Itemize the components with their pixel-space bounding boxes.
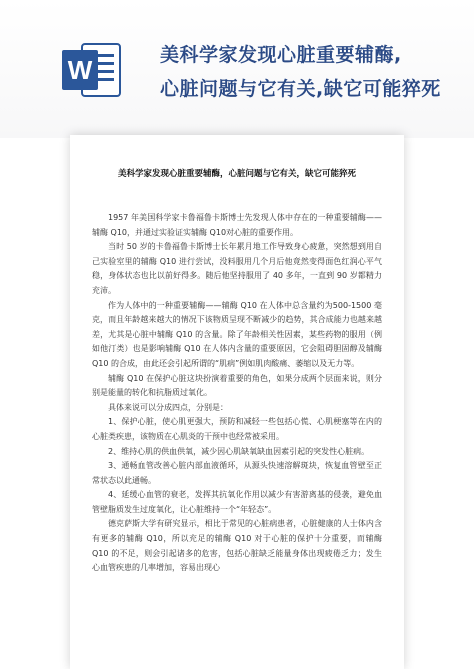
word-icon-letter: W <box>67 55 93 85</box>
paragraph: 当时 50 岁的卡鲁福鲁卡斯博士长年累月地工作导致身心疲惫，突然想到用自己实验室里的辅酶 Q10 进行尝试，没料服用几个月后他竟然变得面色红润心平气稳，身体状态也比以前好得多。随后他坚持服用了 40 多年，一直到 90 岁都精力充沛。 <box>92 242 382 295</box>
list-item: 3、通畅血管改善心脏内部血液循环，从源头快速溶解斑块，恢复血管壁至正常状态以此通畅。 <box>92 461 382 485</box>
document-title: 美科学家发现心脏重要辅酶，心脏问题与它有关，缺它可能猝死 <box>117 169 356 179</box>
header-banner <box>0 0 474 138</box>
paragraph: 作为人体中的一种重要辅酶——辅酶 Q10 在人体中总含量约为500-1500 毫克，而且年龄越来越大的情况下该物质呈现不断减少的趋势，其合成能力也越来越差，尤其是心脏中辅酶 Q10 的含量。除了年龄相关性因素，某些药物的服用（例如他汀类）也是影响辅酶 Q10 在人体内含量的重要原因，它会阻碍胆固醇及辅酶 Q10 的合成，由此还会引起所谓的“肌病”例如肌肉酸痛、萎缩以及无力等。 <box>92 300 382 368</box>
list-item: 1、保护心脏，使心肌更强大，预防和减轻一些包括心慌、心肌梗塞等在内的心脏类疾患，该物质在心肌炎的干预中也经常被采用。 <box>92 417 382 441</box>
banner-title-line-1: 美科学家发现心脏重要辅酶, <box>160 44 402 66</box>
document-body <box>92 211 382 576</box>
banner-title-line-2: 心脏问题与它有关,缺它可能猝死 <box>160 78 441 100</box>
paragraph: 具体来说可以分成四点，分别是： <box>108 402 228 412</box>
paragraph: 德克萨斯大学有研究显示，相比于常见的心脏病患者，心脏健康的人士体内含有更多的辅酶 Q10，所以充足的辅酶 Q10 对于心脏的保护十分重要，而辅酶 Q10 的不足，则会引起诸多的危害，包括心脏缺乏能量身体出现疲倦乏力；发生心血管疾患的几率增加，容易出现心 <box>92 519 382 573</box>
list-item: 4、延缓心血管的衰老，发挥其抗氧化作用以减少有害游离基的侵袭，避免血管壁脂质发生过度氧化，让心脏维持一个“年轻态”。 <box>92 490 382 514</box>
document-page <box>70 135 404 669</box>
paragraph: 1957 年美国科学家卡鲁福鲁卡斯博士先发现人体中存在的一种重要辅酶——辅酶 Q10，并通过实验证实辅酶 Q10对心脏的重要作用。 <box>92 213 382 237</box>
list-item: 2、维持心肌的供血供氧，减少因心肌缺氧缺血因素引起的突发性心脏病。 <box>108 446 370 456</box>
word-icon <box>60 38 124 102</box>
paragraph: 辅酶 Q10 在保护心脏这块扮演着重要的角色，如果分成两个层面来说，则分别是能量的转化和抗脂质过氧化。 <box>92 373 382 398</box>
